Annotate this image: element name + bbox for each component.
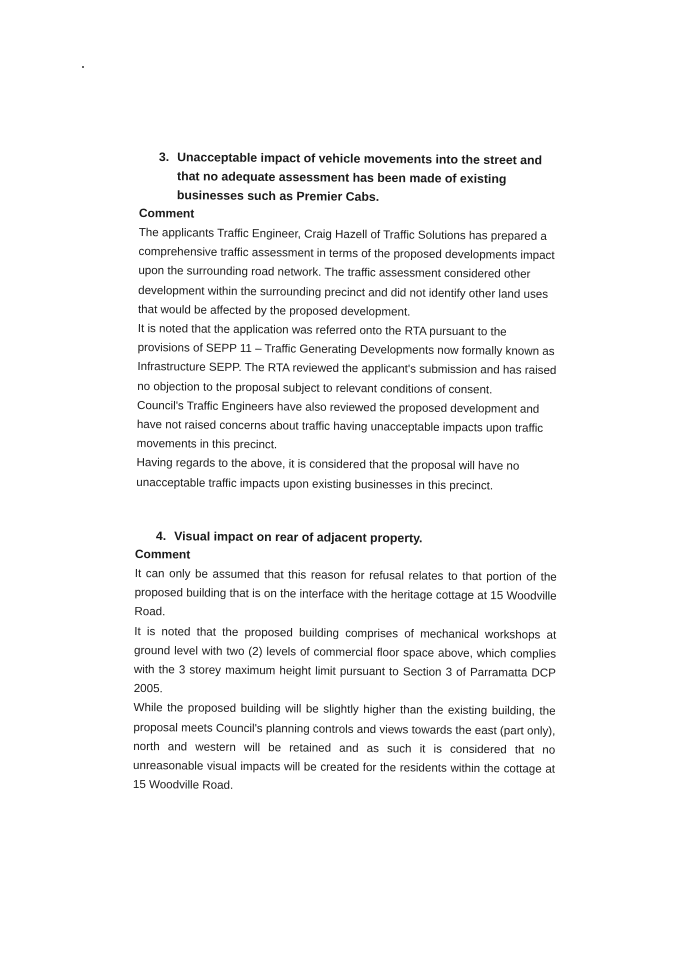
section-4-comment-label: Comment bbox=[134, 546, 191, 562]
scan-speck bbox=[82, 66, 84, 68]
section-3-paragraph: The applicants Traffic Engineer, Craig Hazell of Traffic Solutions has prepared a comprehensive traffic assessment in terms of the proposed developments impact upon the surrounding road network. The traffic assessment considered other development within the surrounding precinct and did not identify other land uses that would be affected by the proposed development. bbox=[137, 225, 555, 319]
section-3-heading-text: Unacceptable impact of vehicle movements into the street and that no adequate assessment has been made of existing businesses such as Premier Cabs. bbox=[176, 150, 543, 204]
section-3-heading bbox=[159, 148, 559, 208]
section-3-body bbox=[136, 205, 563, 496]
section-4-number: 4. bbox=[155, 528, 167, 544]
section-4-body bbox=[133, 546, 557, 798]
section-4-paragraph: While the proposed building will be slightly higher than the existing building, the proposal meets Council's planning controls and views towards the east (part only), north and western will be retained and as such it is considered that no unreasonable visual impacts will be created for the residents within the cottage at 15 Woodville Road. bbox=[132, 701, 556, 793]
section-4-paragraph: It can only be assumed that this reason for refusal relates to that portion of the proposed building that is on the interface with the heritage cottage at 15 Woodville Road. bbox=[134, 566, 557, 619]
section-4-heading bbox=[156, 527, 423, 547]
section-3-number: 3. bbox=[158, 149, 170, 165]
section-4-heading-text: Visual impact on rear of adjacent property. bbox=[174, 529, 423, 546]
section-4-paragraph: It is noted that the proposed building comprises of mechanical workshops at ground level with two (2) levels of commercial floor space above, which complies with the 3 storey maximum height limit pursuant to Section 3 of Parramatta DCP 2005. bbox=[133, 624, 557, 696]
section-3-paragraph: Council's Traffic Engineers have also reviewed the proposed development and have not raised concerns about traffic having unacceptable impacts upon traffic movements in this precinct. bbox=[136, 398, 544, 452]
section-3-paragraph: Having regards to the above, it is considered that the proposal will have no unacceptable traffic impacts upon existing businesses in this precinct. bbox=[136, 456, 520, 493]
section-3-comment-label: Comment bbox=[138, 205, 195, 221]
section-3-paragraph: It is noted that the application was referred onto the RTA pursuant to the provisions of SEPP 11 – Traffic Generating Developments now formally known as Infrastructure SEPP. The RTA reviewed the applicant's submission and has raised no objection to the proposal subject to relevant conditions of consent. bbox=[137, 322, 557, 397]
